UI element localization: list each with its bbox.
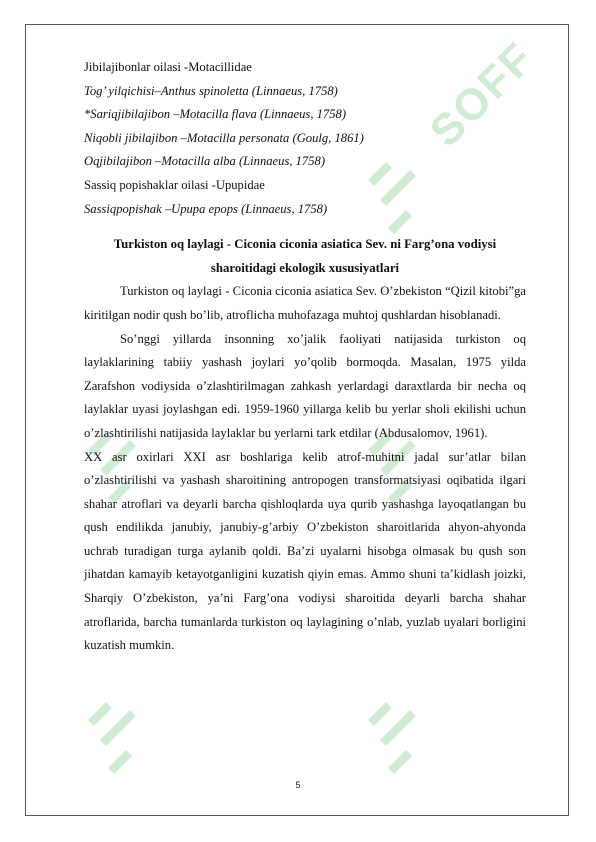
list-item: Tog’ yilqichisi–Anthus spinoletta (Linnaeus, 1758) bbox=[84, 83, 338, 98]
list-item: Oqjibilajibon –Motacilla alba (Linnaeus, 1758) bbox=[84, 154, 326, 169]
page-content bbox=[84, 56, 526, 658]
species-list bbox=[84, 56, 526, 221]
list-item: *Sariqjibilajibon –Motacilla flava (Linnaeus, 1758) bbox=[84, 107, 347, 122]
list-item: Jibilajibonlar oilasi -Motacillidae bbox=[84, 60, 252, 74]
list-item: Sassiqpopishak –Upupa epops (Linnaeus, 1758) bbox=[84, 201, 328, 216]
watermark-text-icon: SOFF bbox=[420, 33, 544, 157]
paragraph: Turkiston oq laylagi - Ciconia ciconia asiatica Sev. O’zbekiston “Qizil kitobi”ga kiritilgan nodir qush bo’lib, atroflicha muhofazaga muhtoj qushlardan hisoblanadi. bbox=[84, 284, 526, 322]
page-number: 5 bbox=[295, 780, 301, 790]
paragraph: So’nggi yillarda insonning xo’jalik faoliyati natijasida turkiston oq laylaklarining tabiiy yashash joylari yo’qolib bormoqda. Masalan, 1975 yilda Zarafshon vodiysida o’zlashtirilmagan zahkash yerlardagi daraxtlarda bir necha oq laylaklar uyasi joylashgan edi. 1959-1960 yillarga kelib bu yerlar sholi ekilishi uchun o’zlashtirilishi natijasida laylaklar bu yerlarni tark etdilar (Abdusalomov, 1961). bbox=[84, 331, 526, 440]
section-heading: Turkiston oq laylagi - Ciconia ciconia asiatica Sev. ni Farg’ona vodiysi sharoitidagi ekologik xususiyatlari bbox=[113, 237, 497, 275]
paragraph: XX asr oxirlari XXI asr boshlariga kelib atrof-muhitni jadal sur’atlar bilan o’zlashtirilishi va yashash sharoitining antropogen transformatsiyasi oqibatida ilgari shahar atroflari va deyarli barcha qishloqlarda uya qurib yashashga layoqatlangan bu qush endilikda janubiy, janubiy-g’arbiy O’zbekiston sharoitlarida ahyon-ahyonda uchrab turadigan turga aylanib qoldi. Ba’zi uyalarni hisobga olmasak bu qush son jihatdan kamayib ketayotganligini kuzatish qiyin emas. Ammo shuni ta’kidlash joizki, Sharqiy O’zbekiston, ya’ni Farg’ona vodiysi sharoitida deyarli barcha shahar atroflarida, barcha tumanlarda turkiston oq laylagining o’nlab, yuzlab uyalari borligini kuzatish mumkin. bbox=[84, 449, 526, 653]
list-item: Niqobli jibilajibon –Motacilla personata (Goulg, 1861) bbox=[84, 130, 364, 145]
list-item: Sassiq popishaklar oilasi -Upupidae bbox=[84, 177, 265, 192]
